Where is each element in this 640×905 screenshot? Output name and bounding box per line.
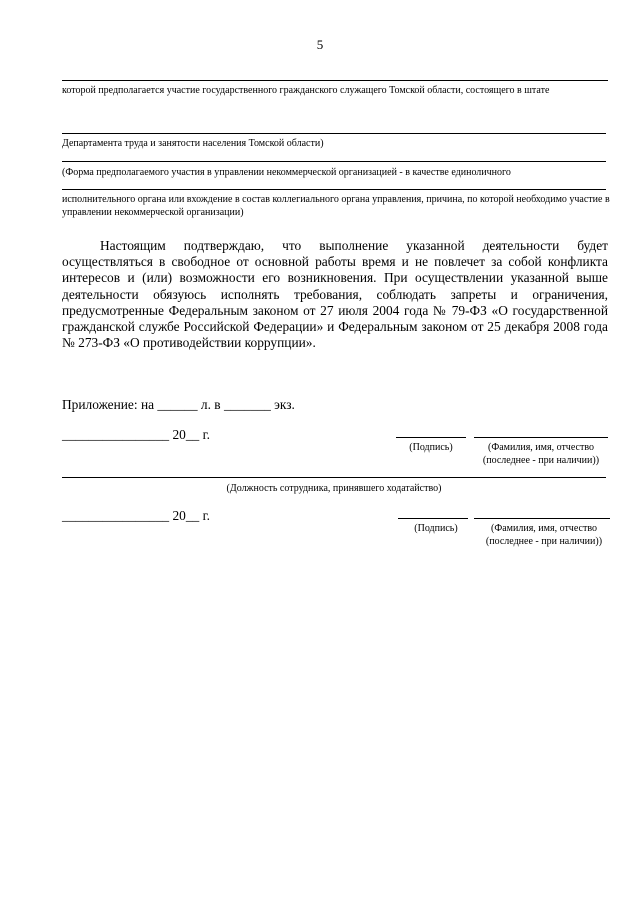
position-line xyxy=(62,477,606,478)
signature-line xyxy=(396,437,466,438)
date-field: ________________ 20__ г. xyxy=(62,427,210,442)
signature-label: (Подпись) xyxy=(409,442,453,453)
signature-label: (Подпись) xyxy=(414,523,458,534)
date-field: ________________ 20__ г. xyxy=(62,508,210,523)
name-label: (Фамилия, имя, отчество (последнее - при наличии)) xyxy=(485,523,603,547)
caption-department: Департамента труда и занятости населения Томской области) xyxy=(62,138,324,149)
confirmation-paragraph: Настоящим подтверждаю, что выполнение указанной деятельности будет осуществляться в свободное от основной работы время и не повлечет за собой конфликта интересов и (или) возможности его возникновения. При осуществлении указанной выше деятельности обязуюсь исполнять требования, соблюдать запреты и ограничения, предусмотренные Федеральным законом от 27 июля 2004 года № 79-ФЗ «О государственной гражданской службе Российской Федерации» и Федеральным законом от 25 декабря 2008 года № 273-ФЗ «О противодействии коррупции». xyxy=(62,238,608,351)
blank-line xyxy=(62,80,608,81)
caption-participation-form: (Форма предполагаемого участия в управлении некоммерческой организацией - в качестве единоличного xyxy=(62,167,511,178)
signature-line xyxy=(398,518,468,519)
caption-participation-reason: исполнительного органа или вхождение в состав коллегиального органа управления, причина, по которой необходимо участие в управлении некоммерческой организации) xyxy=(62,194,610,218)
blank-line xyxy=(62,161,606,162)
attachment-line: Приложение: на ______ л. в _______ экз. xyxy=(62,397,295,412)
name-label: (Фамилия, имя, отчество (последнее - при наличии)) xyxy=(482,442,600,466)
caption-organization-name: которой предполагается участие государственного гражданского служащего Томской области, состоящего в штате xyxy=(62,85,550,96)
blank-line xyxy=(62,133,606,134)
name-line xyxy=(474,518,610,519)
position-label: (Должность сотрудника, принявшего ходатайство) xyxy=(226,483,442,494)
blank-line xyxy=(62,189,606,190)
name-line xyxy=(474,437,608,438)
page-number: 5 xyxy=(316,37,324,52)
